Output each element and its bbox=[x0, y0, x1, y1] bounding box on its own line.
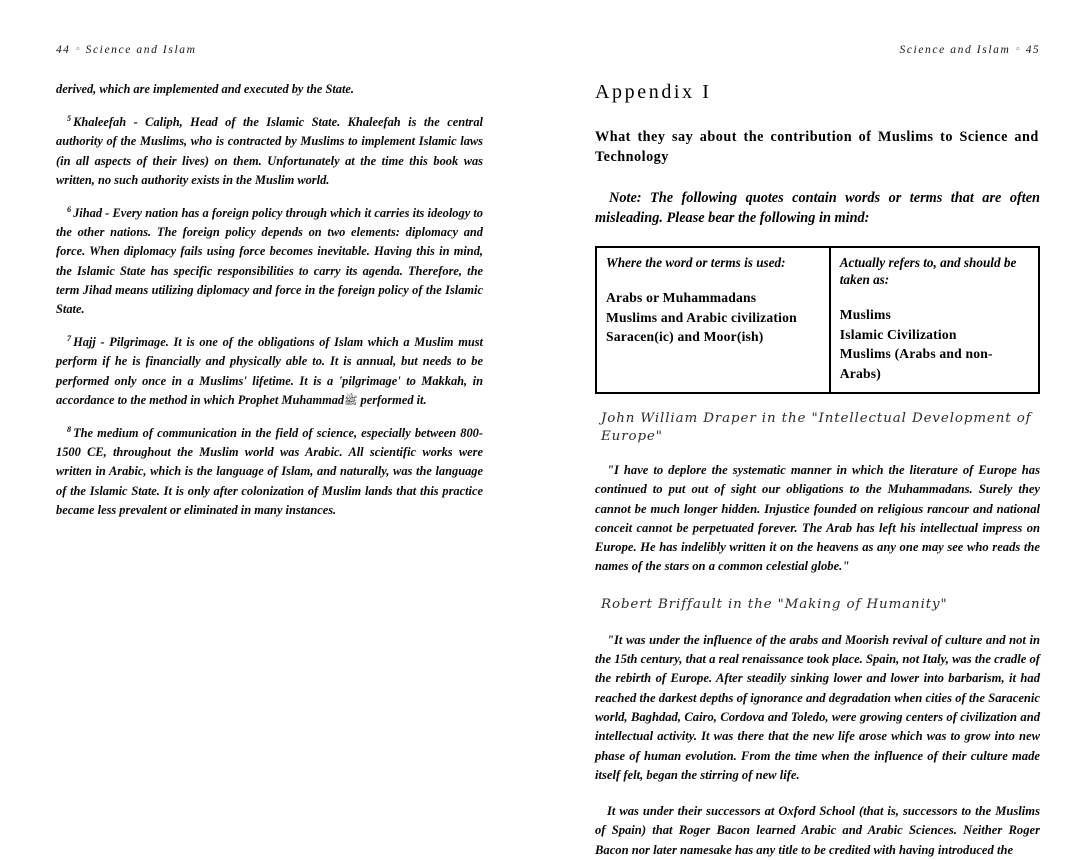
table-list-terms-used bbox=[606, 288, 821, 347]
list-item: Islamic Civilization bbox=[839, 326, 957, 342]
list-item: Muslims bbox=[839, 307, 891, 322]
footnote-7-text-before: Hajj - Pilgrimage. It is one of the obligations of Islam which a Muslim must perform if he is financially and physically able to. It is annual, but needs to be performed only once in a Muslims' lifetime. It is a 'pilgrimage' to Makkah, in accordance to the method in which Prophet Muhammad bbox=[56, 335, 483, 407]
list-item: Arabs or Muhammadans bbox=[606, 290, 757, 305]
quote-body-briffault: "It was under the influence of the arabs and Moorish revival of culture and not in the 15th century, that a real renaissance took place. Spain, not Italy, was the cradle of the rebirth of Europe. After steadily sinking lower and lower into barbarism, it had reached the darkest depths of ignorance and degradation when cities of the Saracenic world, Baghdad, Cairo, Cordova and Toledo, were growing centers of civilization and intellectual activity. It was there that the new life arose which was to grow into new phase of human evolution. From the time when the influence of their culture made itself felt, began the stirring of new life. bbox=[595, 632, 1040, 782]
section-subheading: What they say about the contribution of Muslims to Science and Technology bbox=[595, 129, 1039, 165]
footnote-5-marker: 5 bbox=[67, 114, 72, 124]
footnote-8-text: The medium of communication in the field of science, especially between 800-1500 CE, throughout the Muslim world was Arabic. All scientific works were written in Arabic, which is the language of Islam, and naturally, was the language of the Islamic State. It is only after colonization of Muslim lands that this practice became less prevalent or eliminated in many instances. bbox=[56, 426, 483, 517]
left-running-header bbox=[56, 42, 483, 58]
list-item: Muslims and Arabic civilization bbox=[606, 309, 797, 325]
terminology-table bbox=[595, 246, 1040, 394]
sallallahu-alayhi-wasallam-icon: ﷺ bbox=[344, 393, 358, 407]
continued-paragraph: derived, which are implemented and executed by the State. bbox=[56, 82, 355, 96]
right-page bbox=[543, 0, 1086, 857]
left-page bbox=[0, 0, 543, 767]
left-page-folio: 44 bbox=[56, 44, 71, 56]
table-cell-actual-meaning bbox=[830, 247, 1039, 393]
footnote-7-text-after: performed it. bbox=[360, 392, 427, 407]
footnote-5 bbox=[56, 113, 483, 190]
list-item: Muslims (Arabs and non-Arabs) bbox=[839, 346, 993, 381]
quote-body-draper: "I have to deplore the systematic manner in which the literature of Europe has continued to put out of sight our obligations to the Muhammadans. Surely they cannot be much longer hidden. Injustice founded on religious rancour and national conceit cannot be perpetuated forever. The Arab has left his intellectual impress on Europe. He has indelibly written it on the heavens as any one may see who reads the names of the stars on a common celestial globe." bbox=[595, 463, 1040, 574]
list-item: Saracen(ic) and Moor(ish) bbox=[606, 329, 764, 344]
left-running-header-title: Science and Islam bbox=[85, 44, 197, 56]
quote-attribution-draper: John William Draper in the "Intellectual Development of Europe" bbox=[601, 411, 1032, 444]
diamond-ornament-icon: ◦ bbox=[1015, 45, 1021, 55]
right-page-folio: 45 bbox=[1025, 44, 1040, 56]
footnote-8-marker: 8 bbox=[67, 424, 72, 434]
right-running-header bbox=[595, 42, 1040, 58]
right-running-header-title: Science and Islam bbox=[899, 44, 1011, 56]
footnote-5-text: Khaleefah - Caliph, Head of the Islamic State. Khaleefah is the central authority of the Muslims, who is contracted by Muslims to implement Islamic laws (in all aspects of their lives) on them. Unfortunately at the time this book was written, no such authority exists in the Muslim world. bbox=[56, 115, 483, 187]
footnote-8 bbox=[56, 424, 483, 520]
footnote-6-marker: 6 bbox=[67, 204, 72, 214]
appendix-title: Appendix I bbox=[595, 81, 712, 103]
table-header-actual-meaning: Actually refers to, and should be taken as: bbox=[839, 255, 1017, 287]
footnote-6-text: Jihad - Every nation has a foreign policy through which it carries its ideology to the other nations. The foreign policy depends on two elements: diplomacy and force. When diplomacy fails using force becomes inevitable. Having this in mind, the Islamic State has specific responsibilities to carry its agenda. Therefore, the term Jihad means utilizing diplomacy and force in the foreign policy of the Islamic State. bbox=[56, 206, 483, 317]
note-paragraph: Note: The following quotes contain words or terms that are often misleading. Please bear the following in mind: bbox=[595, 190, 1040, 226]
footnote-7-marker: 7 bbox=[67, 334, 72, 344]
quote-attribution-briffault: Robert Briffault in the "Making of Humanity" bbox=[601, 596, 948, 612]
table-header-terms-used: Where the word or terms is used: bbox=[606, 255, 786, 270]
quote-body-briffault-continued: It was under their successors at Oxford School (that is, successors to the Muslims of Spain) that Roger Bacon learned Arabic and Arabic Sciences. Neither Roger Bacon nor later namesake has any title to be credited with having introduced the bbox=[595, 804, 1040, 857]
diamond-ornament-icon: ◦ bbox=[75, 45, 81, 55]
footnote-7 bbox=[56, 333, 483, 410]
table-row bbox=[596, 247, 1039, 393]
table-cell-terms-used bbox=[596, 247, 830, 393]
table-list-actual-meaning bbox=[840, 305, 1030, 383]
footnote-6 bbox=[56, 204, 483, 319]
